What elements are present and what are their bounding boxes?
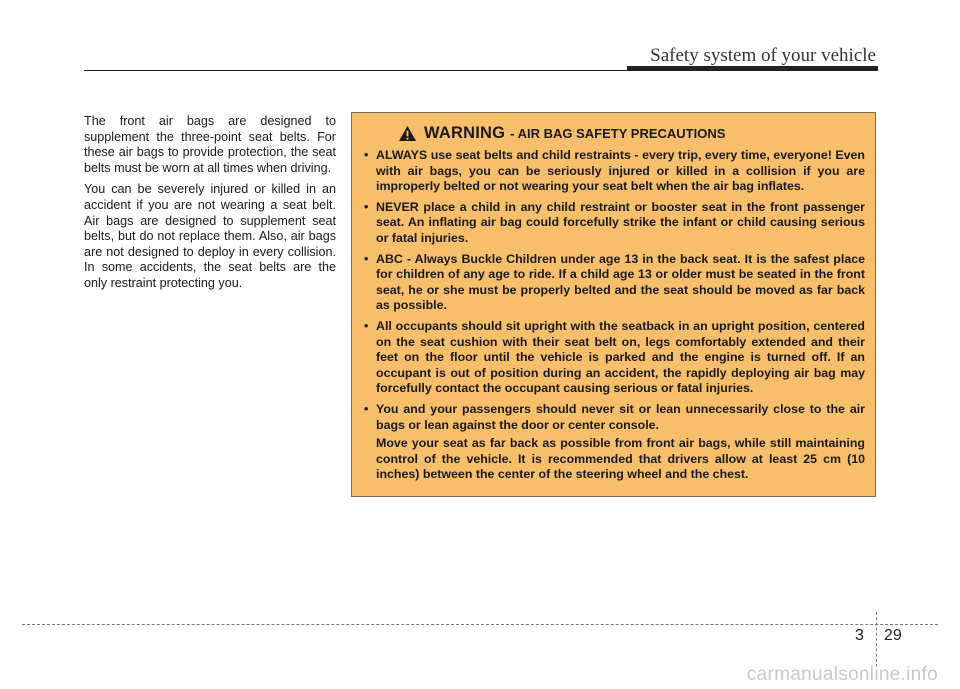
list-item [362,200,865,247]
list-item [362,319,865,397]
bullet-marker: • [364,148,369,162]
list-item-text: ALWAYS use seat belts and child restraints - every trip, every time, everyone! Even with air bags, you can be seriously injured or killed in a collision if you are improperly belted or not wearing your seat belt when the air bag inflates. [376,148,865,194]
list-item-text: All occupants should sit upright with the seatback in an upright position, centered on the seat cushion with their seat belt on, legs comfortably extended and their feet on the floor until the vehicle is parked and the engine is turned off. If an occupant is out of position during an accident, the rapidly deploying air bag may forcefully contact the occupant causing serious or fatal injuries. [376,318,865,396]
warning-title: WARNING [424,124,506,142]
watermark: carmanualsonline.info [746,664,938,685]
warning-header [398,124,865,143]
list-item-text: ABC - Always Buckle Children under age 13 in the back seat. It is the safest place for children of any age to ride. If a child age 13 or older must be seated in the front seat, he or she must be properly belted and the seat should be moved as far back as possible. [376,251,865,313]
warning-triangle-icon [398,125,417,142]
bullet-marker: • [364,401,369,416]
warning-list [362,148,865,433]
bullet-marker: • [364,251,369,266]
section-title: Safety system of your vehicle [650,45,876,66]
chapter-number: 3 [855,627,864,644]
footer-page-separator [876,612,877,667]
header-accent-bar [627,66,878,71]
warning-box [351,112,876,497]
list-item-text: You and your passengers should never sit or lean unnecessarily close to the air bags or lean against the door or center console. [376,401,865,432]
bullet-marker: • [364,199,369,214]
list-item [362,402,865,433]
page-number: 29 [884,627,902,644]
list-item [362,148,865,195]
body-text-column [84,114,336,298]
body-paragraph: The front air bags are designed to supplement the three-point seat belts. For these air bags to provide protection, the seat belts must be worn at all times when driving. [84,114,336,175]
footer-divider [22,624,938,625]
warning-follow-up: Move your seat as far back as possible from front air bags, while still maintaining control of the vehicle. It is recommended that drivers allow at least 25 cm (10 inches) between the center of the steering wheel and the chest. [376,436,865,482]
list-item [362,252,865,314]
body-paragraph: You can be severely injured or killed in an accident if you are not wearing a seat belt. Air bags are designed to supplement seat belts, but do not replace them. Also, air bags are not designed to deploy in every collision. In some accidents, the seat belts are the only restraint protecting you. [84,182,336,290]
list-item-text: NEVER place a child in any child restraint or booster seat in the front passenger seat. An inflating air bag could forcefully strike the infant or child causing serious or fatal injuries. [376,199,865,245]
warning-subtitle: - AIR BAG SAFETY PRECAUTIONS [510,126,726,141]
bullet-marker: • [364,318,369,333]
